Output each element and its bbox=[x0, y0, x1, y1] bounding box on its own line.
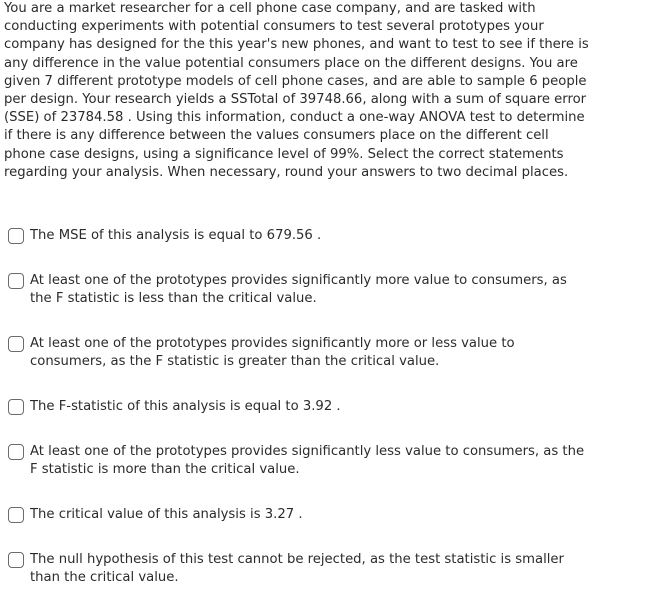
checkbox-3[interactable] bbox=[8, 336, 24, 352]
checkbox-7[interactable] bbox=[8, 552, 24, 568]
checkbox-2[interactable] bbox=[8, 273, 24, 289]
option-3-label: At least one of the prototypes provides significantly more or less value to consumers, as the F statistic is greater than the critical value. bbox=[30, 336, 515, 369]
option-2[interactable] bbox=[8, 273, 598, 308]
question-text: You are a market researcher for a cell phone case company, and are tasked with conducting experiments with potential consumers to test several prototypes your company has designed for the this year's new phones, and want to test to see if there is any difference in the value potential consumers place on the different designs. You are given 7 different prototype models of cell phone cases, and are able to sample 6 people per design. Your research yields a SSTotal of 39748.66, along with a sum of square error (SSE) of 23784.58 . Using this information, conduct a one-way ANOVA test to determine if there is any difference between the values consumers place on the different cell phone case designs, using a significance level of 99%. Select the correct statements regarding your analysis. When necessary, round your answers to two decimal places. bbox=[4, 1, 589, 180]
option-3[interactable] bbox=[8, 336, 598, 371]
option-1-label: The MSE of this analysis is equal to 679.56 . bbox=[30, 228, 322, 243]
option-5[interactable] bbox=[8, 444, 598, 479]
option-2-label: At least one of the prototypes provides significantly more value to consumers, as the F statistic is less than the critical value. bbox=[30, 273, 567, 306]
option-5-label: At least one of the prototypes provides significantly less value to consumers, as the F statistic is more than the critical value. bbox=[30, 444, 585, 477]
option-7-label: The null hypothesis of this test cannot be rejected, as the test statistic is smaller than the critical value. bbox=[30, 552, 564, 585]
checkbox-6[interactable] bbox=[8, 507, 24, 523]
option-1[interactable] bbox=[8, 228, 598, 245]
option-6-label: The critical value of this analysis is 3.27 . bbox=[30, 507, 303, 522]
option-6[interactable] bbox=[8, 507, 598, 524]
checkbox-1[interactable] bbox=[8, 228, 24, 244]
option-4-label: The F-statistic of this analysis is equal to 3.92 . bbox=[30, 399, 341, 414]
checkbox-4[interactable] bbox=[8, 399, 24, 415]
option-4[interactable] bbox=[8, 399, 598, 416]
checkbox-5[interactable] bbox=[8, 444, 24, 460]
option-7[interactable] bbox=[8, 552, 598, 587]
